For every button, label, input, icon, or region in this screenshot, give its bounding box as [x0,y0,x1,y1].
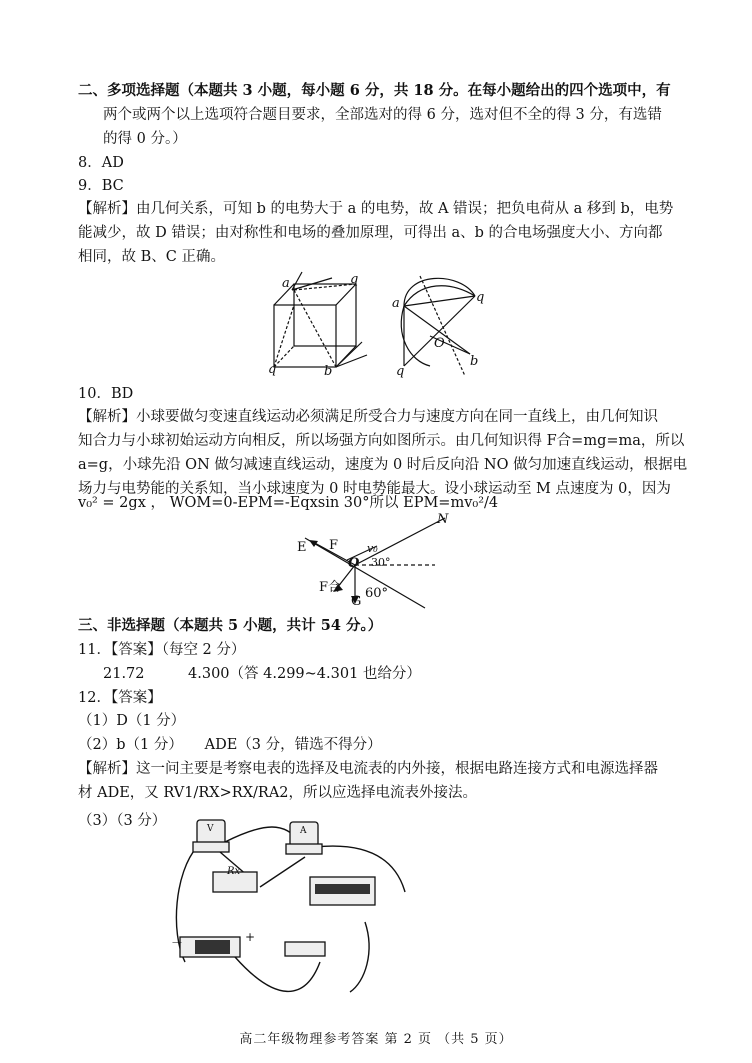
answer-q9: 9．BC [78,178,124,194]
ammeter-label: A [300,826,307,836]
answer-q12-2: （2）b（1 分） ADE（3 分，错选不得分） [78,737,382,753]
figure-sphere [390,266,490,378]
fig1-label-q-bottom: q [268,362,277,377]
answer-q8: 8．AD [78,155,124,171]
fig2-label-b: b [470,354,479,369]
fig2-label-q-bottom: q [396,364,405,379]
q12-analysis-2: 材 ADE，又 RV1/RX>RX/RA2，所以应选择电流表外接法。 [78,785,478,801]
fig1-label-b: b [324,364,333,379]
figure-cube [262,270,372,380]
battery-minus-label: － [171,936,184,950]
q9-analysis-2: 能减少，故 D 错误；由对称性和电场的叠加原理，可得出 a、b 的合电场强度大小、方向都 [78,225,663,241]
fig3-label-v0: v₀ [367,542,378,555]
fig2-label-a: a [392,296,400,311]
q10-analysis-2: 知合力与小球初始运动方向相反，所以场强方向如图所示。由几何知识得 F合=mg=ma，所以 [78,433,685,449]
page-footer: 高二年级物理参考答案 第 2 页 （共 5 页） [239,1032,513,1047]
rx-label: Rx [227,866,241,877]
fig3-label-N: N [437,512,449,527]
q9-analysis-1: 【解析】由几何关系，可知 b 的电势大于 a 的电势，故 A 错误；把负电荷从 a 移到 b，电势 [78,201,674,217]
q9-analysis-3: 相同，故 B、C 正确。 [78,249,225,265]
answer-q12-3: （3）（3 分） [78,813,167,829]
battery-plus-label: + [245,930,256,944]
figure-circuit [165,812,415,1017]
section2-heading-cont1: 两个或两个以上选项符合题目要求，全部选对的得 6 分，选对但不全的得 3 分，有选错 [103,107,662,123]
answer-q11-values: 21.72 4.300（答 4.299~4.301 也给分） [103,666,421,682]
section2-heading: 二、多项选择题（本题共 3 小题，每小题 6 分，共 18 分。在每小题给出的四个选项中，有 [78,82,671,99]
fig3-label-Fhe: F合 [319,580,342,595]
figure-force-diagram [285,510,460,610]
q10-analysis-4: 场力与电势能的关系知，当小球速度为 0 时电势能最大。设小球运动至 M 点速度为 0，因为 [78,481,671,497]
q10-analysis-1: 【解析】小球要做匀变速直线运动必须满足所受合力与速度方向在同一直线上，由几何知识 [78,409,658,425]
answer-q11: 11．【答案】（每空 2 分） [78,642,246,658]
fig2-label-q-right: q [476,290,485,305]
section3-heading: 三、非选择题（本题共 5 小题，共计 54 分。） [78,617,383,634]
section2-heading-cont2: 的得 0 分。） [103,131,187,147]
fig2-label-O: O [434,336,445,351]
answer-q10: 10．BD [78,386,134,402]
answer-q12: 12．【答案】 [78,690,162,706]
fig3-label-O: O [348,556,360,571]
fig3-label-60: 60° [365,586,389,601]
fig3-label-G: G [351,594,362,609]
fig3-label-E: E [297,540,307,555]
answer-q12-1: （1）D（1 分） [78,713,186,729]
voltmeter-label: V [207,824,214,834]
fig3-label-30: 30° [371,556,391,569]
q10-analysis-3: a=g，小球先沿 ON 做匀减速直线运动，速度为 0 时后反向沿 NO 做匀加速直线运动，根据电 [78,457,688,473]
fig1-label-q-top: q [350,272,359,287]
fig1-label-a: a [282,276,290,291]
q10-analysis-5: v₀² = 2gx ， WOM=0-EPM=-Eqxsin 30°所以 EPM=mv₀²/4 [78,495,499,511]
q12-analysis-1: 【解析】这一问主要是考察电表的选择及电流表的内外接，根据电路连接方式和电源选择器 [78,761,658,777]
fig3-label-F: F [329,538,339,553]
